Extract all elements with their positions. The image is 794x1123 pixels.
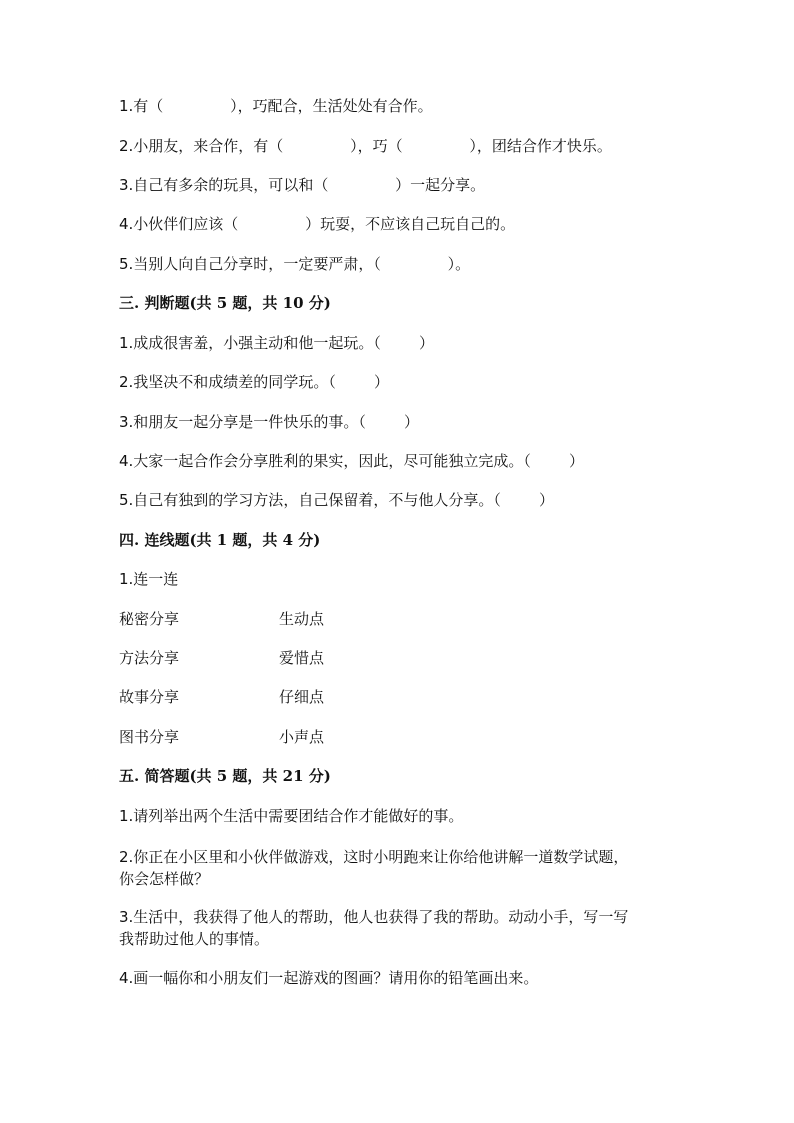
short-answer-question-3: 3.生活中，我获得了他人的帮助，他人也获得了我的帮助。动动小手，写一写 [119, 908, 629, 926]
short-answer-question-2-cont: 你会怎样做？ [119, 870, 210, 888]
judgement-question-4: 4.大家一起合作会分享胜利的果实，因此，尽可能独立完成。（ ） [119, 452, 584, 470]
matching-question: 1.连一连 [119, 570, 179, 588]
fill-blank-question-4: 4.小伙伴们应该（ ）玩耍，不应该自己玩自己的。 [119, 215, 516, 233]
fill-blank-question-1: 1.有（ ），巧配合，生活处处有合作。 [119, 97, 433, 115]
short-answer-question-4: 4.画一幅你和小朋友们一起游戏的图画？请用你的铅笔画出来。 [119, 969, 539, 987]
judgement-question-1: 1.成成很害羞，小强主动和他一起玩。（ ） [119, 334, 434, 352]
judgement-question-2: 2.我坚决不和成绩差的同学玩。（ ） [119, 373, 389, 391]
matching-left-item: 方法分享 [119, 649, 180, 667]
section-heading-matching: 四. 连线题(共 1 题，共 4 分) [119, 531, 321, 549]
fill-blank-question-5: 5.当别人向自己分享时，一定要严肃，（ ）。 [119, 255, 471, 273]
judgement-question-3: 3.和朋友一起分享是一件快乐的事。（ ） [119, 413, 419, 431]
matching-left-item: 图书分享 [119, 728, 180, 746]
matching-left-item: 秘密分享 [119, 610, 180, 628]
short-answer-question-1: 1.请列举出两个生活中需要团结合作才能做好的事。 [119, 807, 464, 825]
short-answer-question-2: 2.你正在小区里和小伙伴做游戏，这时小明跑来让你给他讲解一道数学试题， [119, 848, 629, 866]
matching-right-item: 仔细点 [279, 688, 325, 706]
short-answer-question-3-cont: 我帮助过他人的事情。 [119, 930, 270, 948]
fill-blank-question-3: 3.自己有多余的玩具，可以和（ ）一起分享。 [119, 176, 486, 194]
matching-right-item: 生动点 [279, 610, 325, 628]
matching-left-item: 故事分享 [119, 688, 180, 706]
matching-right-item: 小声点 [279, 728, 325, 746]
matching-right-item: 爱惜点 [279, 649, 325, 667]
section-heading-short-answer: 五. 简答题(共 5 题，共 21 分) [119, 767, 331, 785]
section-heading-judgement: 三. 判断题(共 5 题，共 10 分) [119, 294, 331, 312]
judgement-question-5: 5.自己有独到的学习方法，自己保留着，不与他人分享。（ ） [119, 491, 554, 509]
fill-blank-question-2: 2.小朋友，来合作，有（ ），巧（ ），团结合作才快乐。 [119, 137, 612, 155]
